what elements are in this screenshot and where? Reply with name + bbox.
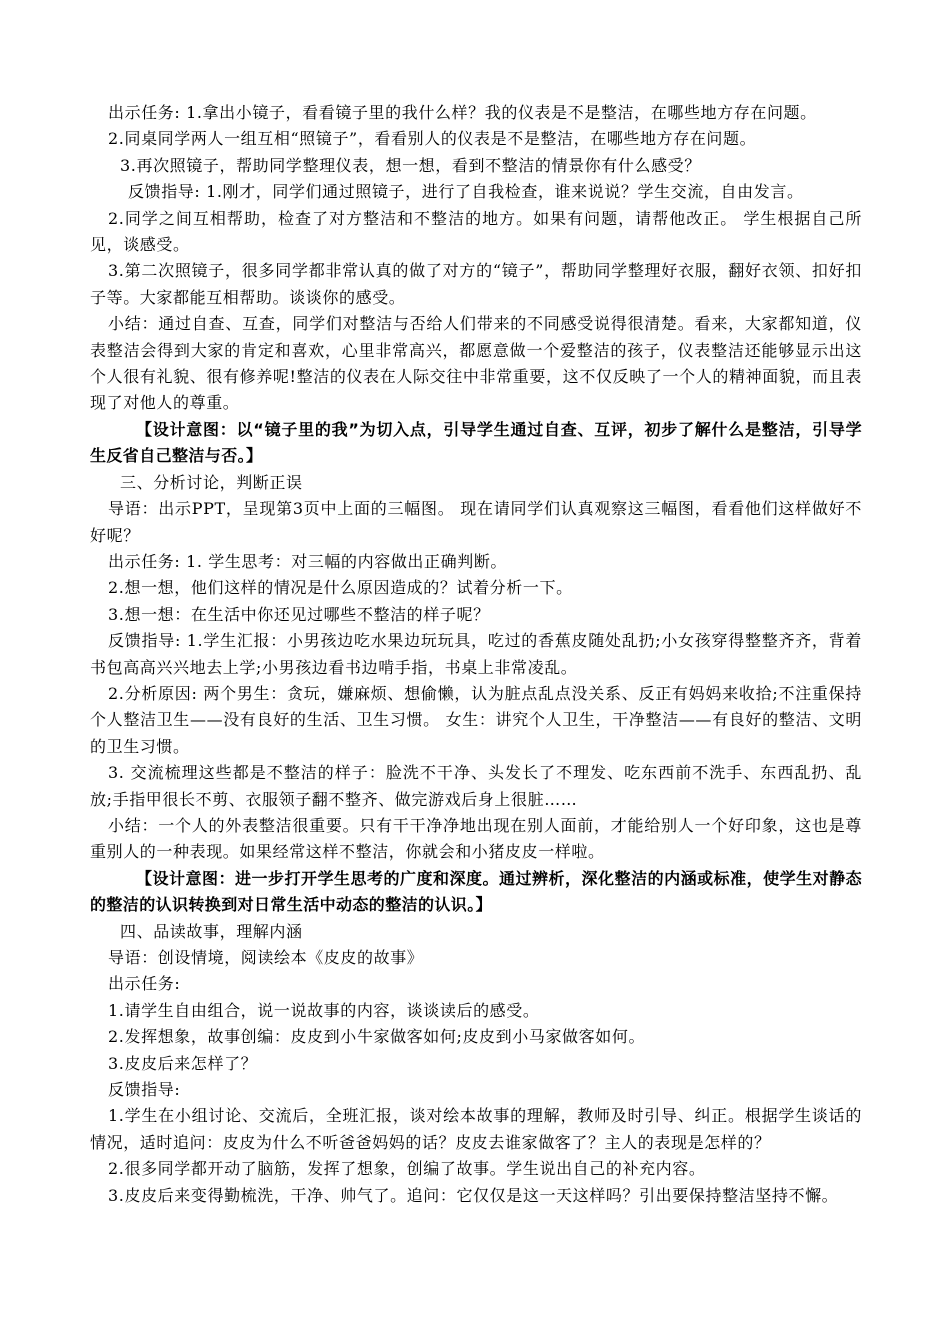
paragraph-task-2: 2.同桌同学两人一组互相“照镜子”，看看别人的仪表是不是整洁，在哪些地方存在问题。 xyxy=(108,129,757,149)
paragraph-design-intent-2: 【设计意图：进一步打开学生思考的广度和深度。通过辨析，深化整洁的内涵或标准，使学生对静态的整洁的认识转换到对日常生活中动态的整洁的认识。】 xyxy=(90,868,862,915)
paragraph-feedback-3-2: 2.分析原因: 两个男生：贪玩，嫌麻烦、想偷懒，认为脏点乱点没关系、反正有妈妈来收拾;不注重保持个人整洁卫生——没有良好的生活、卫生习惯。 女生：讲究个人卫生，干净整洁——有良好的整洁、文明的卫生习惯。 xyxy=(90,683,862,756)
paragraph-feedback-4-1: 1.学生在小组讨论、交流后，全班汇报，谈对绘本故事的理解，教师及时引导、纠正。根据学生谈话的情况，适时追问：皮皮为什么不听爸爸妈妈的话？皮皮去谁家做客了？主人的表现是怎样的？ xyxy=(90,1106,862,1152)
paragraph-task-heading-4: 出示任务: xyxy=(108,974,181,994)
paragraph-feedback-2: 2.同学之间互相帮助，检查了对方整洁和不整洁的地方。如果有问题，请帮他改正。 学生根据自己所见，谈感受。 xyxy=(90,208,862,255)
paragraph-summary-1: 小结：通过自查、互查，同学们对整洁与否给人们带来的不同感受说得很清楚。看来，大家都知道，仪表整洁会得到大家的肯定和喜欢，心里非常高兴，都愿意做一个爱整洁的孩子，仪表整洁还能够显示出这个人很有礼貌、很有修养呢!整洁的仪表在人际交往中非常重要，这不仅反映了一个人的精神面貌，而且表现了对他人的尊重。 xyxy=(90,314,862,413)
paragraph-feedback-3-1: 反馈指导: 1.学生汇报：小男孩边吃水果边玩玩具，吃过的香蕉皮随处乱扔;小女孩穿得整整齐齐，背着书包高高兴兴地去上学;小男孩边看书边啃手指，书桌上非常凌乱。 xyxy=(90,631,862,677)
paragraph-task-4-1: 1.请学生自由组合，说一说故事的内容，谈谈读后的感受。 xyxy=(108,1000,540,1020)
document-body xyxy=(90,100,862,1209)
section-heading-4: 四、品读故事，理解内涵 xyxy=(120,921,303,941)
paragraph-feedback-heading-4: 反馈指导: xyxy=(108,1080,181,1100)
paragraph-task-intro: 出示任务: 1.拿出小镜子，看看镜子里的我什么样？我的仪表是不是整洁，在哪些地方存在问题。 xyxy=(108,103,817,122)
paragraph-task-3-1: 出示任务: 1. 学生思考：对三幅的内容做出正确判断。 xyxy=(108,551,508,571)
paragraph-feedback-3: 3.第二次照镜子，很多同学都非常认真的做了对方的“镜子”，帮助同学整理好衣服，翻好衣领、扣好扣子等。大家都能互相帮助。谈谈你的感受。 xyxy=(90,261,862,307)
paragraph-task-4-3: 3.皮皮后来怎样了？ xyxy=(108,1053,258,1073)
paragraph-summary-2: 小结：一个人的外表整洁很重要。只有干干净净地出现在别人面前，才能给别人一个好印象，这也是尊重别人的一种表现。如果经常这样不整洁，你就会和小猪皮皮一样啦。 xyxy=(90,815,862,862)
paragraph-task-3-3: 3.想一想：在生活中你还见过哪些不整洁的样子呢？ xyxy=(108,604,490,624)
paragraph-design-intent-1: 【设计意图：以“镜子里的我”为切入点，引导学生通过自查、互评，初步了解什么是整洁，引导学生反省自己整洁与否。】 xyxy=(90,419,862,466)
section-heading-3: 三、分析讨论，判断正误 xyxy=(120,472,303,492)
paragraph-task-3-2: 2.想一想，他们这样的情况是什么原因造成的？试着分析一下。 xyxy=(108,578,573,598)
paragraph-feedback-4-2: 2.很多同学都开动了脑筋，发挥了想象，创编了故事。学生说出自己的补充内容。 xyxy=(108,1159,706,1179)
paragraph-feedback-1: 反馈指导: 1.刚才，同学们通过照镜子，进行了自我检查，谁来说说？学生交流，自由发言。 xyxy=(128,182,804,202)
paragraph-intro-4: 导语：创设情境，阅读绘本《皮皮的故事》 xyxy=(108,948,424,967)
paragraph-task-3: 3.再次照镜子，帮助同学整理仪表，想一想，看到不整洁的情景你有什么感受？ xyxy=(120,155,701,175)
paragraph-feedback-3-3: 3. 交流梳理这些都是不整洁的样子：脸洗不干净、头发长了不理发、吃东西前不洗手、东西乱扔、乱放;手指甲很长不剪、衣服领子翻不整齐、做完游戏后身上很脏…… xyxy=(90,763,862,809)
paragraph-task-4-2: 2.发挥想象，故事创编：皮皮到小牛家做客如何;皮皮到小马家做客如何。 xyxy=(108,1027,646,1047)
paragraph-intro-3: 导语：出示PPT，呈现第3页中上面的三幅图。 现在请同学们认真观察这三幅图，看看他们这样做好不好呢？ xyxy=(90,499,862,545)
paragraph-feedback-4-3: 3.皮皮后来变得勤梳洗，干净、帅气了。追问：它仅仅是这一天这样吗？引出要保持整洁坚持不懈。 xyxy=(108,1185,839,1205)
